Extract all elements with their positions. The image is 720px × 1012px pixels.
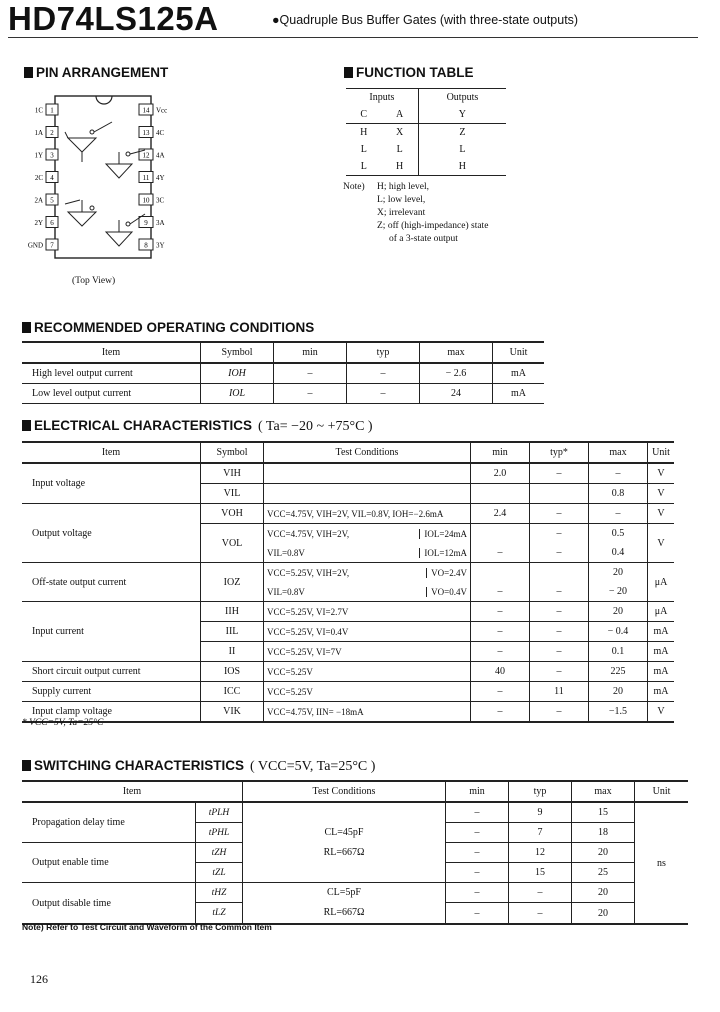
- table-row: High level output current IOH – – − 2.6 mA: [22, 363, 544, 384]
- table-row: Propagation delay time tPLH CL=45pF RL=667Ω – 9 15 ns: [22, 802, 688, 823]
- table-row: L H H: [346, 158, 506, 176]
- pin-number: 3: [50, 151, 54, 160]
- table-row: Low level output current IOL – – 24 mA: [22, 384, 544, 404]
- ft-outputs: Outputs: [418, 89, 506, 107]
- function-table-notes: Note) H; high level, L; low level, X; irrelevant Z; off (high-impedance) state of a 3-state output: [343, 182, 489, 244]
- ec-table: Item Symbol Test Conditions min typ* max Unit Input voltage VIH 2.0 – – V VIL 0.8 V Output voltage VOH VCC=4.75V, VIH=2V, VIL=0.8V, IOH=−2.6mA 2.4 – – V VOL VCC=4.75V, VIH=2V, IOL=24mA – 0.5 V VIL=0.8V IOL=12mA – – 0.4 Off-state output current IOZ VCC=5.25V, VIH=2V, VO=2.4V 20 μA VIL=0.8V VO=0.4V – – − 20 Input current IIH VCC=5.25V, VI=2.7V – – 20 μA IIL VCC=5.25V, VI=0.4V – – − 0.4 mA II VCC=5.25V, VI=7V – – 0.1 mA Short circuit output current IOS VCC=5.25V 40 – 225 mA Supply current ICC VCC=5.25V – 11 20 mA Input clamp voltage VIK VCC=4.75V, IIN= −18mA – – −1.5 V: [22, 441, 674, 723]
- sc-heading: SWITCHING CHARACTERISTICS ( VCC=5V, Ta=25°C ): [22, 758, 375, 775]
- ft-inputs: Inputs: [369, 92, 395, 103]
- pin-label: 1C: [34, 106, 43, 115]
- table-row: tLZ – – 20: [22, 903, 688, 924]
- pin-label: 4Y: [156, 174, 165, 182]
- pin-label: GND: [27, 241, 43, 250]
- pin-label: 3Y: [156, 241, 165, 250]
- pin-number: 14: [142, 106, 150, 115]
- table-row: II VCC=5.25V, VI=7V – – 0.1 mA: [22, 642, 674, 662]
- sc-note: Note) Refer to Test Circuit and Waveform of the Common Item: [22, 922, 272, 932]
- ft-col-y: Y: [418, 106, 506, 124]
- pin-number: 13: [142, 129, 150, 137]
- pin-label: 4A: [156, 151, 165, 160]
- table-row: L L L: [346, 141, 506, 158]
- ec-heading: ELECTRICAL CHARACTERISTICS ( Ta= −20 ~ +75°C ): [22, 418, 373, 435]
- pin-label: 1Y: [34, 151, 43, 160]
- pin-arrangement-heading: PIN ARRANGEMENT: [24, 65, 168, 81]
- pin-label: 3C: [156, 196, 165, 205]
- table-row: Output enable time tZH – 12 20: [22, 843, 688, 863]
- pin-label: 2A: [34, 196, 43, 205]
- table-row: Off-state output current IOZ VCC=5.25V, VIH=2V, VO=2.4V 20 μA: [22, 563, 674, 583]
- table-row: Short circuit output current IOS VCC=5.25V 40 – 225 mA: [22, 662, 674, 682]
- pin-number: 11: [142, 174, 150, 182]
- table-row: VIL 0.8 V: [22, 484, 674, 504]
- table-row: tPHL – 7 18: [22, 823, 688, 843]
- table-row: Supply current ICC VCC=5.25V – 11 20 mA: [22, 682, 674, 702]
- ft-col-a: A: [396, 109, 404, 120]
- pin-number: 9: [144, 219, 148, 227]
- pin-diagram-caption: (Top View): [72, 276, 116, 286]
- pin-number: 10: [142, 196, 150, 205]
- pin-label: Vcc: [156, 106, 168, 115]
- table-row: Output voltage VOH VCC=4.75V, VIH=2V, VIL=0.8V, IOH=−2.6mA 2.4 – – V: [22, 504, 674, 524]
- table-row: VIL=0.8V VO=0.4V – – − 20: [22, 582, 674, 602]
- part-number: HD74LS125A: [8, 0, 219, 37]
- part-description: ●Quadruple Bus Buffer Gates (with three-state outputs): [272, 13, 579, 27]
- table-row: Output disable time tHZ CL=5pF RL=667Ω – – 20: [22, 883, 688, 903]
- table-row: VOL VCC=4.75V, VIH=2V, IOL=24mA – 0.5 V: [22, 524, 674, 544]
- table-row: VIL=0.8V IOL=12mA – – 0.4: [22, 543, 674, 563]
- pin-number: 12: [142, 151, 150, 160]
- title-rule: [8, 37, 698, 38]
- table-row: tZL – 15 25: [22, 863, 688, 883]
- ft-col-c: C: [360, 109, 368, 120]
- table-row: Input current IIH VCC=5.25V, VI=2.7V – – 20 μA: [22, 602, 674, 622]
- roc-table: Item Symbol min typ max Unit High level output current IOH – – − 2.6 mA Low level output current IOL – – 24 mA: [22, 341, 544, 404]
- function-table-heading: FUNCTION TABLE: [344, 65, 474, 81]
- pin-label: 2Y: [34, 219, 43, 227]
- pin-number: 6: [50, 219, 54, 227]
- function-table: [346, 88, 506, 176]
- pin-number: 5: [50, 196, 54, 205]
- pin-label: 4C: [156, 129, 165, 137]
- pin-number: 8: [144, 241, 148, 250]
- pin-label: 1A: [34, 129, 43, 137]
- page-number: 126: [30, 972, 48, 986]
- table-row: Input voltage VIH 2.0 – – V: [22, 463, 674, 484]
- pin-number: 2: [50, 129, 54, 137]
- pin-number: 1: [50, 106, 54, 115]
- table-row: IIL VCC=5.25V, VI=0.4V – – − 0.4 mA: [22, 622, 674, 642]
- sc-table: Item Test Conditions min typ max Unit Propagation delay time tPLH CL=45pF RL=667Ω – 9 15 ns tPHL – 7 18 Output enable time tZH – 12 20 tZL – 15 25 Output disable time tHZ CL=5pF RL=667Ω – – 20 tLZ – – 20: [22, 780, 688, 925]
- pin-label: 2C: [34, 174, 43, 182]
- pin-label: 3A: [156, 219, 165, 227]
- pin-number: 4: [50, 174, 54, 182]
- table-row: H X Z: [346, 124, 506, 142]
- pin-diagram: [20, 92, 170, 264]
- ec-footnote: * VCC=5V, Ta=25°C: [22, 718, 104, 728]
- roc-heading: RECOMMENDED OPERATING CONDITIONS: [22, 320, 314, 336]
- table-row: Input clamp voltage VIK VCC=4.75V, IIN= −18mA – – −1.5 V: [22, 702, 674, 723]
- pin-number: 7: [50, 241, 54, 250]
